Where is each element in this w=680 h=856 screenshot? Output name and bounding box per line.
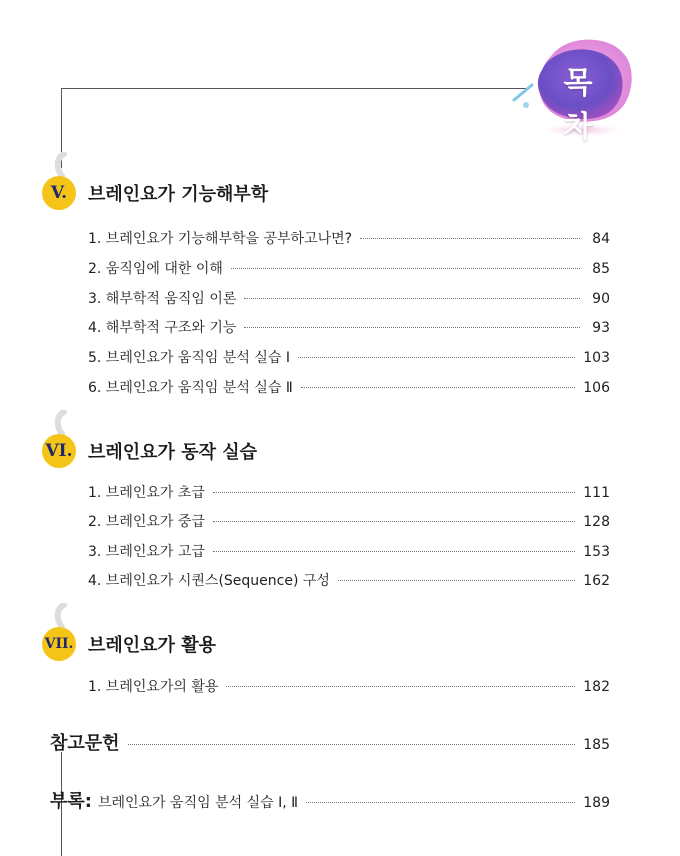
- chapter-title: 브레인요가 동작 실습: [88, 442, 258, 463]
- toc-entry-label: 6. 브레인요가 움직임 분석 실습 Ⅱ: [88, 380, 293, 396]
- toc-entry-label: 2. 브레인요가 중급: [88, 514, 205, 530]
- chapter-number-badge: VI.: [42, 434, 76, 468]
- toc-entry-page: 85: [592, 261, 610, 277]
- toc-appendix[interactable]: [50, 787, 610, 811]
- dot-leader: [213, 551, 575, 552]
- toc-entry[interactable]: [88, 317, 610, 337]
- dot-leader: [244, 298, 580, 299]
- toc-entry-page: 182: [583, 679, 610, 695]
- appendix-label: 부록:: [50, 791, 92, 812]
- toc-entry[interactable]: [88, 570, 610, 590]
- toc-entry-label: 1. 브레인요가 초급: [88, 485, 205, 501]
- dot-leader: [231, 268, 580, 269]
- references-label: 참고문헌: [50, 733, 120, 754]
- frame-top-line: [61, 88, 526, 89]
- toc-entry-page: 162: [583, 573, 610, 589]
- toc-entry-label: 3. 해부학적 움직임 이론: [88, 291, 237, 307]
- chapter-number-badge: V.: [42, 176, 76, 210]
- dot-leader: [128, 744, 576, 745]
- toc-entry-page: 153: [583, 544, 610, 560]
- dot-leader: [226, 686, 575, 687]
- dot-leader: [306, 802, 575, 803]
- chapter-tail-icon: [52, 410, 70, 436]
- toc-entry-page: 103: [583, 350, 610, 366]
- dot-leader: [213, 521, 575, 522]
- toc-entry-label: 2. 움직임에 대한 이해: [88, 261, 223, 277]
- toc-entry-page: 93: [592, 320, 610, 336]
- toc-entry[interactable]: [88, 511, 610, 531]
- toc-entry[interactable]: [88, 676, 610, 696]
- toc-entry[interactable]: [88, 258, 610, 278]
- chapter-tail-icon: [52, 603, 70, 629]
- references-page: 185: [583, 737, 610, 753]
- toc-entry-label: 4. 해부학적 구조와 기능: [88, 320, 237, 336]
- toc-entry-page: 90: [592, 291, 610, 307]
- dot-leader: [244, 327, 580, 328]
- toc-entry-page: 84: [592, 231, 610, 247]
- toc-entry-label: 1. 브레인요가 기능해부학을 공부하고나면?: [88, 231, 353, 247]
- toc-entry[interactable]: [88, 228, 610, 248]
- chapter-title: 브레인요가 활용: [88, 635, 216, 656]
- toc-entry[interactable]: [88, 377, 610, 397]
- toc-entry[interactable]: [88, 347, 610, 367]
- appendix-page: 189: [583, 795, 610, 811]
- dot-leader: [301, 387, 575, 388]
- toc-references[interactable]: [50, 729, 610, 753]
- toc-entry-label: 3. 브레인요가 고급: [88, 544, 205, 560]
- toc-entry-page: 128: [583, 514, 610, 530]
- appendix-subtitle: 브레인요가 움직임 분석 실습 Ⅰ, Ⅱ: [97, 795, 298, 811]
- toc-entry-page: 106: [583, 380, 610, 396]
- dot-leader: [360, 238, 580, 239]
- toc-entry[interactable]: [88, 288, 610, 308]
- toc-entry[interactable]: [88, 482, 610, 502]
- toc-badge-title: 목 차: [563, 66, 597, 145]
- dot-leader: [338, 580, 575, 581]
- chapter-title: 브레인요가 기능해부학: [88, 184, 269, 205]
- toc-entry-label: 5. 브레인요가 움직임 분석 실습 Ⅰ: [88, 350, 291, 366]
- dot-leader: [213, 492, 575, 493]
- toc-entry-label: 1. 브레인요가의 활용: [88, 679, 219, 695]
- toc-entry[interactable]: [88, 541, 610, 561]
- chapter-tail-icon: [52, 152, 70, 178]
- toc-entry-label: 4. 브레인요가 시퀀스(Sequence) 구성: [88, 573, 330, 589]
- chapter-number-badge: VII.: [42, 627, 76, 661]
- dot-leader: [298, 357, 575, 358]
- toc-entry-page: 111: [583, 485, 610, 501]
